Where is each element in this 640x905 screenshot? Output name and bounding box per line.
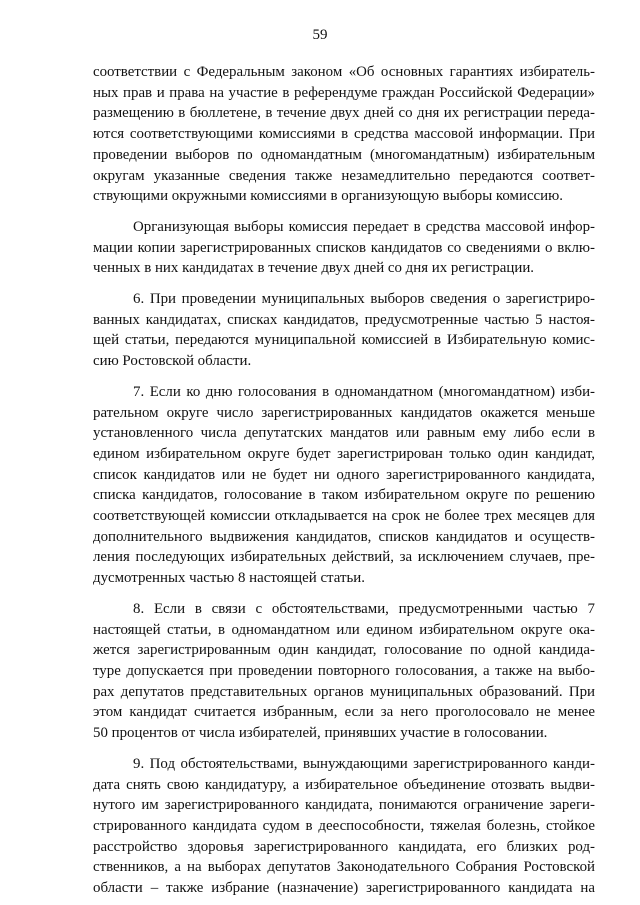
text-line: 7. Если ко дню голосования в одномандатном (многомандатном) изби-: [133, 383, 595, 400]
paragraph-item-7: [93, 382, 595, 589]
text-line: 6. При проведении муниципальных выборов сведения о зарегистриро-: [133, 291, 595, 308]
text-line: туре допускается при проведении повторного голосования, а также на выбо-: [93, 662, 595, 679]
text-line: 9. Под обстоятельствами, вынуждающими зарегистрированного канди-: [133, 755, 595, 772]
text-line: едином избирательном округе будет зарегистрирован только один кандидат,: [93, 445, 595, 462]
text-line: списка кандидатов, голосование в таком избирательном округе по решению: [93, 487, 595, 504]
paragraph-item-6: [93, 289, 595, 372]
text-line: настоящей статьи, в одномандатном или едином избирательном округе ока-: [93, 621, 595, 638]
text-line: 50 процентов от числа избирателей, принявших участие в голосовании.: [93, 725, 548, 742]
text-line: жется зарегистрированным один кандидат, голосование по одной кандида-: [93, 642, 595, 659]
text-line: соответствующей комиссии откладывается на срок не более трех месяцев для: [93, 508, 595, 525]
text-line: ствующими окружными комиссиями в организующую выборы комиссию.: [93, 188, 563, 205]
text-line: установленного числа депутатских мандатов или равным ему либо если в: [93, 425, 595, 442]
text-line: ных прав и права на участие в референдуме граждан Российской Федерации»: [93, 84, 595, 101]
text-line: проведении выборов по одномандатным (многомандатным) избирательным: [93, 146, 595, 163]
paragraph-item-9: [93, 754, 595, 899]
document-body: [93, 62, 595, 899]
text-line: ления последующих избирательных действий, за исключением случаев, пре-: [93, 549, 595, 566]
text-line: округам указанные сведения также незамедлительно передаются соответ-: [93, 167, 595, 184]
text-line: рах депутатов представительных органов муниципальных образований. При: [93, 683, 595, 700]
text-line: 8. Если в связи с обстоятельствами, предусмотренными частью 7: [133, 600, 595, 617]
text-line: сию Ростовской области.: [93, 353, 252, 370]
text-line: щей статьи, передаются муниципальной комиссией в Избирательную комис-: [93, 332, 595, 349]
text-line: ственников, а на выборах депутатов Законодательного Собрания Ростовской: [93, 859, 595, 876]
text-line: дата снять свою кандидатуру, а избирательное объединение отозвать выдви-: [93, 776, 595, 793]
text-line: области – также избрание (назначение) зарегистрированного кандидата на: [93, 880, 595, 897]
text-line: ются соответствующими комиссиями в средства массовой информации. При: [93, 126, 595, 143]
text-line: рательном округе число зарегистрированных кандидатов окажется меньше: [93, 404, 595, 421]
text-line: дусмотренных частью 8 настоящей статьи.: [93, 570, 365, 587]
text-line: нутого им зарегистрированного кандидата, понимаются ограничение зареги-: [93, 797, 595, 814]
page-number: 59: [312, 27, 328, 43]
text-line: соответствии с Федеральным законом «Об основных гарантиях избиратель-: [93, 64, 595, 80]
text-line: стрированного кандидата судом в дееспособности, тяжелая болезнь, стойкое: [93, 817, 595, 834]
text-line: ванных кандидатах, списках кандидатов, предусмотренные частью 5 настоя-: [93, 311, 595, 328]
text-line: расстройство здоровья зарегистрированного кандидата, его близких род-: [93, 838, 595, 855]
paragraph-continuation: [93, 62, 595, 207]
text-line: ченных в них кандидатах в течение двух дней со дня их регистрации.: [93, 260, 535, 277]
text-line: этом кандидат считается избранным, если за него проголосовало не менее: [93, 704, 595, 721]
text-line: Организующая выборы комиссия передает в средства массовой инфор-: [133, 218, 595, 235]
paragraph-item-8: [93, 599, 595, 744]
text-line: дополнительного выдвижения кандидатов, списков кандидатов и осуществ-: [93, 528, 595, 545]
text-line: список кандидатов или не будет ни одного зарегистрированного кандидата,: [93, 466, 595, 483]
text-line: размещению в бюллетене, в течение двух дней со дня их регистрации переда-: [93, 105, 595, 122]
paragraph-organizing-commission: [93, 217, 595, 279]
text-line: мации копии зарегистрированных списков кандидатов со сведениями о вклю-: [93, 239, 595, 256]
